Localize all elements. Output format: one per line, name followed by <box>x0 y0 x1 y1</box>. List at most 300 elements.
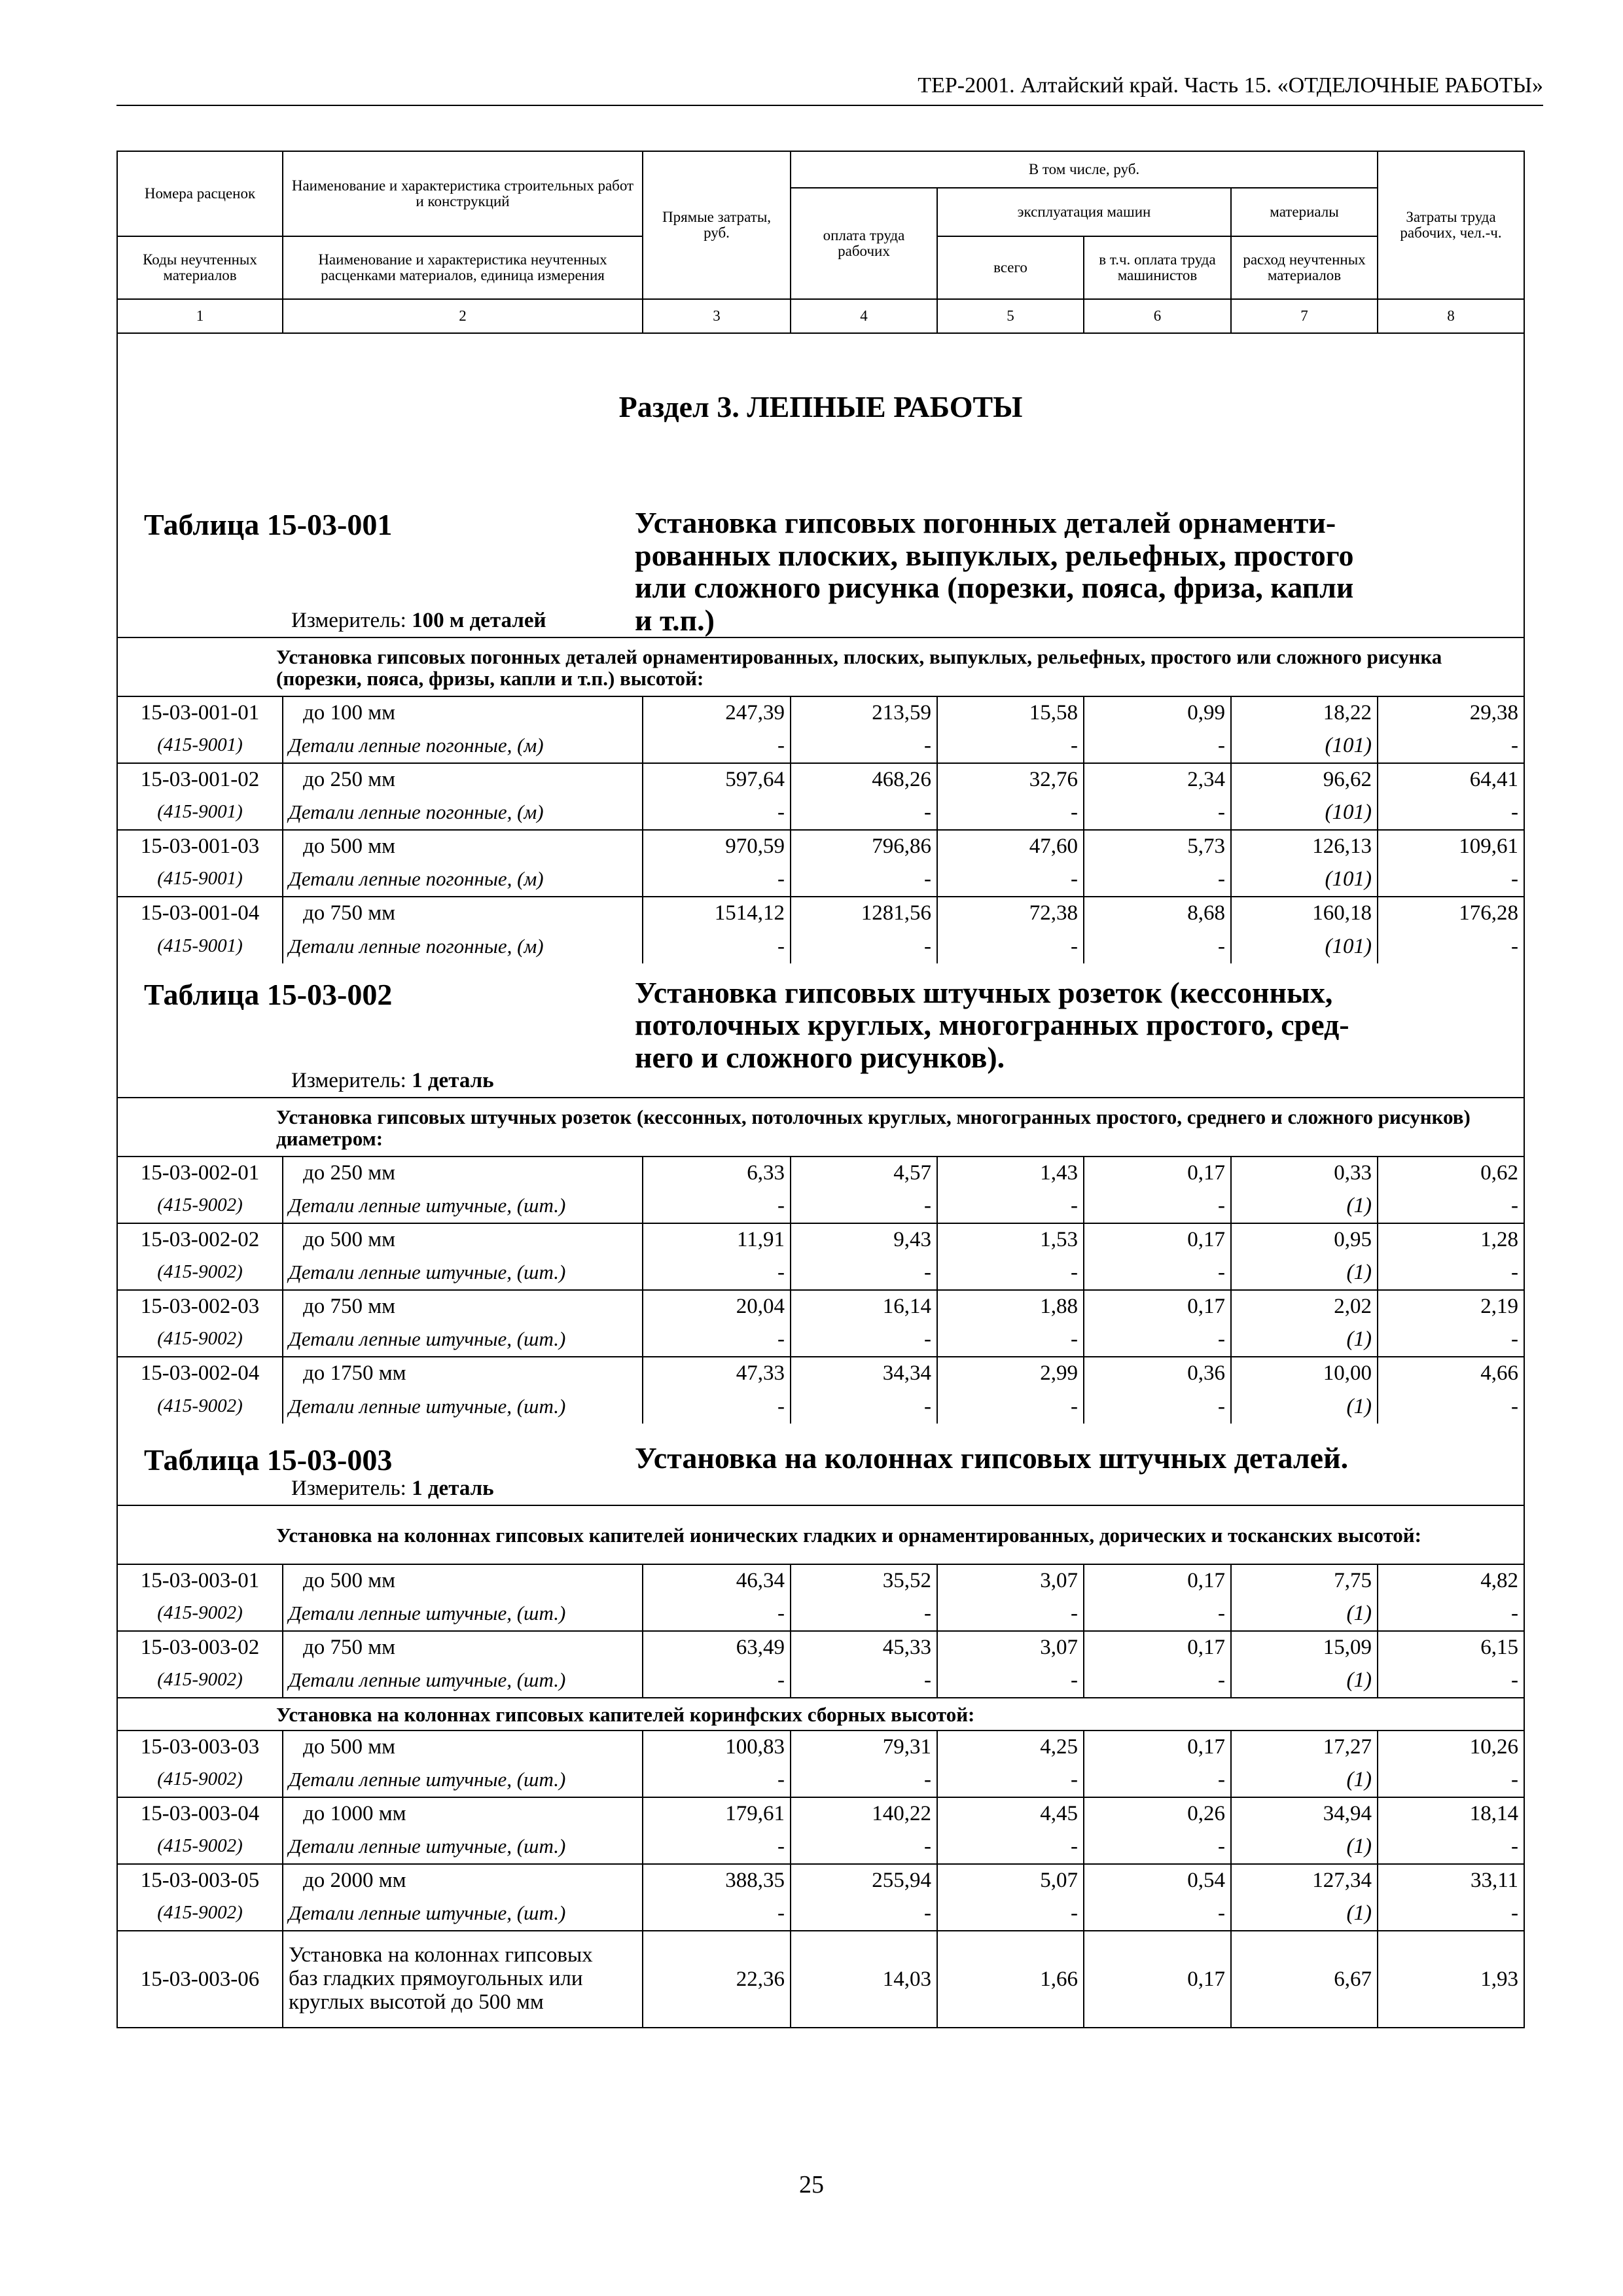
header-direct-costs: Прямые затраты, руб. <box>643 151 791 299</box>
rate-value: 46,34 <box>643 1564 791 1597</box>
material-value: - <box>937 1390 1084 1424</box>
material-name: Детали лепные штучные, (шт.) <box>283 1830 643 1864</box>
material-value: (1) <box>1231 1830 1378 1864</box>
rate-value: 468,26 <box>791 763 937 796</box>
measure-value: 1 деталь <box>412 1477 494 1501</box>
material-value: - <box>791 1597 937 1631</box>
rate-value: 255,94 <box>791 1864 937 1897</box>
table-title-line: него и сложного рисунков). <box>635 1041 1005 1075</box>
rate-name: до 250 мм <box>283 1157 643 1189</box>
material-name: Детали лепные штучные, (шт.) <box>283 1390 643 1424</box>
rate-value: 0,17 <box>1084 1564 1231 1597</box>
rate-value: 18,14 <box>1378 1797 1524 1830</box>
rate-value: 126,13 <box>1231 830 1378 863</box>
rate-name: до 1750 мм <box>283 1357 643 1390</box>
material-value: (1) <box>1231 1189 1378 1223</box>
material-code: (415-9002) <box>117 1830 283 1864</box>
table-measure <box>291 1069 494 1092</box>
material-value: - <box>1084 929 1231 963</box>
rate-value: 1281,56 <box>791 897 937 929</box>
rate-value: 388,35 <box>643 1864 791 1897</box>
rate-value: 18,22 <box>1231 696 1378 729</box>
measure-value: 1 деталь <box>412 1069 494 1093</box>
material-code: (415-9002) <box>117 1189 283 1223</box>
column-number: 4 <box>791 299 937 333</box>
rate-value: 140,22 <box>791 1797 937 1830</box>
rate-value: 0,62 <box>1378 1157 1524 1189</box>
rate-row <box>117 763 1524 796</box>
rate-name: до 500 мм <box>283 1223 643 1256</box>
header-material-names: Наименование и характеристика неучтенных расценками материалов, единица измерения <box>283 236 643 299</box>
material-value: - <box>791 1664 937 1698</box>
material-value: - <box>1378 1256 1524 1290</box>
rate-value: 1,88 <box>937 1290 1084 1323</box>
rate-value: 6,33 <box>643 1157 791 1189</box>
material-value: - <box>1378 1897 1524 1931</box>
material-row <box>117 729 1524 763</box>
rate-value: 16,14 <box>791 1290 937 1323</box>
rate-name: до 250 мм <box>283 763 643 796</box>
table-title-line: Установка гипсовых погонных деталей орнаменти- <box>635 506 1336 539</box>
rate-value: 63,49 <box>643 1631 791 1664</box>
material-value: - <box>1378 863 1524 897</box>
material-value: - <box>937 929 1084 963</box>
material-value: (1) <box>1231 1664 1378 1698</box>
material-name: Детали лепные штучные, (шт.) <box>283 1763 643 1797</box>
table-heading-block <box>118 977 1524 1074</box>
rate-row <box>117 1631 1524 1664</box>
material-value: - <box>1084 1763 1231 1797</box>
column-number: 5 <box>937 299 1084 333</box>
column-number: 2 <box>283 299 643 333</box>
material-name: Детали лепные штучные, (шт.) <box>283 1897 643 1931</box>
material-row <box>117 929 1524 963</box>
column-number: 3 <box>643 299 791 333</box>
material-value: - <box>643 1897 791 1931</box>
rate-row <box>117 1564 1524 1597</box>
rate-value: 10,26 <box>1378 1731 1524 1763</box>
material-value: (1) <box>1231 1256 1378 1290</box>
rate-code: 15-03-003-02 <box>117 1631 283 1664</box>
rate-code: 15-03-003-06 <box>117 1931 283 2028</box>
rate-value: 1514,12 <box>643 897 791 929</box>
material-value: - <box>937 1323 1084 1357</box>
material-code: (415-9002) <box>117 1256 283 1290</box>
rate-value: 7,75 <box>1231 1564 1378 1597</box>
rate-code: 15-03-002-04 <box>117 1357 283 1390</box>
header-including: В том числе, руб. <box>791 151 1378 188</box>
rate-value: 72,38 <box>937 897 1084 929</box>
material-value: - <box>1084 1897 1231 1931</box>
rate-value: 8,68 <box>1084 897 1231 929</box>
material-value: - <box>1378 1830 1524 1864</box>
rate-code: 15-03-003-01 <box>117 1564 283 1597</box>
material-value: - <box>1378 1664 1524 1698</box>
rate-code: 15-03-001-04 <box>117 897 283 929</box>
column-number: 6 <box>1084 299 1231 333</box>
rate-name: до 1000 мм <box>283 1797 643 1830</box>
rate-value: 179,61 <box>643 1797 791 1830</box>
rate-value: 0,36 <box>1084 1357 1231 1390</box>
table-title <box>635 1442 1407 1475</box>
table-name: Таблица 15-03-003 <box>144 1443 393 1477</box>
rate-value: 0,17 <box>1084 1731 1231 1763</box>
rate-name: до 100 мм <box>283 696 643 729</box>
material-code: (415-9001) <box>117 729 283 763</box>
rate-value: 17,27 <box>1231 1731 1378 1763</box>
rate-value: 160,18 <box>1231 897 1378 929</box>
rate-value: 32,76 <box>937 763 1084 796</box>
rate-code: 15-03-003-04 <box>117 1797 283 1830</box>
header-operator-pay: в т.ч. оплата труда машинистов <box>1084 236 1231 299</box>
rate-value: 176,28 <box>1378 897 1524 929</box>
rate-value: 29,38 <box>1378 696 1524 729</box>
rate-value: 4,25 <box>937 1731 1084 1763</box>
material-code: (415-9001) <box>117 863 283 897</box>
rate-value: 14,03 <box>791 1931 937 2028</box>
rate-value: 34,94 <box>1231 1797 1378 1830</box>
material-value: - <box>937 1189 1084 1223</box>
material-code: (415-9002) <box>117 1323 283 1357</box>
table-title-line: Установка гипсовых штучных розеток (кессонных, <box>635 975 1333 1009</box>
material-code: (415-9002) <box>117 1664 283 1698</box>
material-code: (415-9001) <box>117 796 283 830</box>
material-name: Детали лепные штучные, (шт.) <box>283 1256 643 1290</box>
table-measure <box>291 1477 494 1500</box>
rate-value: 47,60 <box>937 830 1084 863</box>
rate-value: 213,59 <box>791 696 937 729</box>
rate-name <box>283 1931 643 2028</box>
rate-row <box>117 1223 1524 1256</box>
material-value: - <box>1084 729 1231 763</box>
rate-value: 47,33 <box>643 1357 791 1390</box>
rate-value: 64,41 <box>1378 763 1524 796</box>
rate-name: до 2000 мм <box>283 1864 643 1897</box>
material-value: - <box>791 1390 937 1424</box>
material-value: - <box>643 1189 791 1223</box>
rate-row <box>117 1731 1524 1763</box>
rate-value: 4,82 <box>1378 1564 1524 1597</box>
material-value: - <box>643 1830 791 1864</box>
column-number: 7 <box>1231 299 1378 333</box>
material-value: (101) <box>1231 863 1378 897</box>
rate-value: 127,34 <box>1231 1864 1378 1897</box>
rate-row <box>117 1797 1524 1830</box>
material-value: - <box>791 1323 937 1357</box>
material-name: Детали лепные погонные, (м) <box>283 863 643 897</box>
measure-value: 100 м деталей <box>412 609 546 633</box>
material-value: (101) <box>1231 929 1378 963</box>
table-title-line: и т.п.) <box>635 603 715 637</box>
rate-code: 15-03-003-05 <box>117 1864 283 1897</box>
rate-value: 22,36 <box>643 1931 791 2028</box>
rate-value: 33,11 <box>1378 1864 1524 1897</box>
header-machine-total: всего <box>937 236 1084 299</box>
header-material-codes: Коды неучтенных материалов <box>117 236 283 299</box>
material-value: - <box>1378 796 1524 830</box>
rate-value: 100,83 <box>643 1731 791 1763</box>
rate-row <box>117 1157 1524 1189</box>
header-worker-pay: оплата труда рабочих <box>791 188 937 299</box>
material-value: (1) <box>1231 1323 1378 1357</box>
material-value: - <box>643 1763 791 1797</box>
rate-value: 109,61 <box>1378 830 1524 863</box>
rate-value: 2,34 <box>1084 763 1231 796</box>
rate-value: 2,19 <box>1378 1290 1524 1323</box>
rate-value: 1,66 <box>937 1931 1084 2028</box>
material-value: - <box>937 1256 1084 1290</box>
rate-value: 1,93 <box>1378 1931 1524 2028</box>
rate-value: 20,04 <box>643 1290 791 1323</box>
rate-row <box>117 830 1524 863</box>
material-value: - <box>1084 1597 1231 1631</box>
rate-row <box>117 1931 1524 2028</box>
rate-value: 6,15 <box>1378 1631 1524 1664</box>
column-number: 1 <box>117 299 283 333</box>
material-value: - <box>643 1390 791 1424</box>
rates-table <box>116 151 1525 2028</box>
material-value: - <box>937 1830 1084 1864</box>
material-value: - <box>937 729 1084 763</box>
material-value: - <box>791 1897 937 1931</box>
material-value: (1) <box>1231 1597 1378 1631</box>
material-value: - <box>1084 863 1231 897</box>
table-heading <box>117 1424 1524 1505</box>
material-name: Детали лепные штучные, (шт.) <box>283 1664 643 1698</box>
section-title: Раздел 3. ЛЕПНЫЕ РАБОТЫ <box>618 389 1023 423</box>
rate-value: 970,59 <box>643 830 791 863</box>
rate-value: 15,09 <box>1231 1631 1378 1664</box>
rate-name: до 750 мм <box>283 1631 643 1664</box>
material-value: - <box>643 929 791 963</box>
rate-value: 9,43 <box>791 1223 937 1256</box>
material-code: (415-9002) <box>117 1390 283 1424</box>
table-title-line: рованных плоских, выпуклых, рельефных, простого <box>635 538 1354 572</box>
rate-value: 2,02 <box>1231 1290 1378 1323</box>
table-heading <box>117 467 1524 637</box>
rate-row <box>117 897 1524 929</box>
material-name: Детали лепные штучные, (шт.) <box>283 1597 643 1631</box>
rate-value: 796,86 <box>791 830 937 863</box>
material-value: (101) <box>1231 729 1378 763</box>
table-name: Таблица 15-03-001 <box>144 508 393 541</box>
material-value: - <box>1084 1390 1231 1424</box>
material-value: - <box>1378 929 1524 963</box>
material-row <box>117 1390 1524 1424</box>
rate-name: до 750 мм <box>283 897 643 929</box>
measure-label: Измеритель: <box>291 609 406 633</box>
material-row <box>117 1830 1524 1864</box>
material-value: - <box>643 729 791 763</box>
rate-value: 0,17 <box>1084 1931 1231 2028</box>
material-row <box>117 796 1524 830</box>
material-code: (415-9002) <box>117 1597 283 1631</box>
rate-name: до 750 мм <box>283 1290 643 1323</box>
material-value: (101) <box>1231 796 1378 830</box>
table-title <box>635 977 1407 1074</box>
material-name: Детали лепные погонные, (м) <box>283 929 643 963</box>
material-value: - <box>1084 1256 1231 1290</box>
rate-value: 1,28 <box>1378 1223 1524 1256</box>
column-number: 8 <box>1378 299 1524 333</box>
rate-code: 15-03-002-02 <box>117 1223 283 1256</box>
rate-value: 5,07 <box>937 1864 1084 1897</box>
material-value: - <box>937 863 1084 897</box>
rate-row <box>117 1357 1524 1390</box>
rate-value: 0,99 <box>1084 696 1231 729</box>
header-material-usage: расход неучтенных материалов <box>1231 236 1378 299</box>
rate-value: 4,66 <box>1378 1357 1524 1390</box>
material-code: (415-9002) <box>117 1897 283 1931</box>
table-measure <box>291 609 546 632</box>
rate-value: 5,73 <box>1084 830 1231 863</box>
material-value: - <box>937 796 1084 830</box>
rate-value: 10,00 <box>1231 1357 1378 1390</box>
material-value: - <box>643 1664 791 1698</box>
table-title-line: потолочных круглых, многогранных простого, сред- <box>635 1008 1349 1042</box>
material-value: - <box>791 1763 937 1797</box>
material-value: - <box>643 1323 791 1357</box>
measure-label: Измеритель: <box>291 1477 406 1501</box>
material-row <box>117 1763 1524 1797</box>
header-rule <box>116 105 1543 106</box>
material-value: - <box>643 1256 791 1290</box>
rate-value: 79,31 <box>791 1731 937 1763</box>
group-description: Установка гипсовых погонных деталей орнаментированных, плоских, выпуклых, рельефных, простого или сложного рисунка (порезки, пояса, фризы, капли и т.п.) высотой: <box>117 637 1524 696</box>
material-value: - <box>937 1897 1084 1931</box>
rate-value: 34,34 <box>791 1357 937 1390</box>
rate-value: 2,99 <box>937 1357 1084 1390</box>
rate-value: 6,67 <box>1231 1931 1378 2028</box>
rate-row <box>117 1290 1524 1323</box>
table-title-line: Установка на колоннах гипсовых штучных деталей. <box>635 1441 1349 1475</box>
rate-row <box>117 1864 1524 1897</box>
material-row <box>117 1897 1524 1931</box>
material-value: - <box>791 796 937 830</box>
rate-value: 0,95 <box>1231 1223 1378 1256</box>
material-row <box>117 1256 1524 1290</box>
material-value: - <box>791 863 937 897</box>
material-value: - <box>791 729 937 763</box>
material-value: - <box>643 863 791 897</box>
table-name: Таблица 15-03-002 <box>144 977 393 1011</box>
rate-row <box>117 696 1524 729</box>
material-value: - <box>1084 1323 1231 1357</box>
table-heading-block <box>118 1442 1524 1478</box>
rate-value: 0,17 <box>1084 1157 1231 1189</box>
measure-label: Измеритель: <box>291 1069 406 1093</box>
table-title-line: или сложного рисунка (порезки, пояса, фриза, капли <box>635 571 1354 605</box>
material-value: (1) <box>1231 1390 1378 1424</box>
rate-value: 0,33 <box>1231 1157 1378 1189</box>
rate-code: 15-03-001-03 <box>117 830 283 863</box>
material-value: - <box>1084 1189 1231 1223</box>
rate-value: 1,43 <box>937 1157 1084 1189</box>
rate-value: 0,26 <box>1084 1797 1231 1830</box>
rate-name-line: Установка на колоннах гипсовых <box>289 1943 593 1967</box>
material-value: - <box>1378 1390 1524 1424</box>
material-value: (1) <box>1231 1763 1378 1797</box>
material-row <box>117 1189 1524 1223</box>
rate-value: 0,17 <box>1084 1290 1231 1323</box>
rate-value: 597,64 <box>643 763 791 796</box>
rate-value: 11,91 <box>643 1223 791 1256</box>
section-cell <box>117 333 1524 467</box>
rate-value: 3,07 <box>937 1564 1084 1597</box>
rate-name-line: баз гладких прямоугольных или <box>289 1966 583 1990</box>
material-value: - <box>643 796 791 830</box>
material-value: - <box>937 1763 1084 1797</box>
rate-value: 45,33 <box>791 1631 937 1664</box>
page-title: ТЕР-2001. Алтайский край. Часть 15. «ОТДЕЛОЧНЫЕ РАБОТЫ» <box>918 73 1543 98</box>
rate-name: до 500 мм <box>283 1564 643 1597</box>
material-value: - <box>1084 1830 1231 1864</box>
material-value: (1) <box>1231 1897 1378 1931</box>
rate-code: 15-03-002-01 <box>117 1157 283 1189</box>
material-value: - <box>1378 1597 1524 1631</box>
material-row <box>117 1597 1524 1631</box>
material-value: - <box>1378 1189 1524 1223</box>
material-row <box>117 863 1524 897</box>
rate-name: до 500 мм <box>283 1731 643 1763</box>
material-code: (415-9001) <box>117 929 283 963</box>
group-description: Установка гипсовых штучных розеток (кессонных, потолочных круглых, многогранных простого, среднего и сложного рисунков) диаметром: <box>117 1098 1524 1157</box>
material-value: - <box>791 1830 937 1864</box>
material-name: Детали лепные погонные, (м) <box>283 729 643 763</box>
rate-value: 3,07 <box>937 1631 1084 1664</box>
material-row <box>117 1323 1524 1357</box>
table-heading <box>117 963 1524 1098</box>
rate-name-line: круглых высотой до 500 мм <box>289 1990 544 2014</box>
material-name: Детали лепные штучные, (шт.) <box>283 1189 643 1223</box>
rate-value: 0,17 <box>1084 1631 1231 1664</box>
group-description: Установка на колоннах гипсовых капителей ионических гладких и орнаментированных, дорических и тосканских высотой: <box>117 1505 1524 1564</box>
rate-code: 15-03-001-01 <box>117 696 283 729</box>
material-value: - <box>1084 1664 1231 1698</box>
rate-value: 4,57 <box>791 1157 937 1189</box>
rate-value: 4,45 <box>937 1797 1084 1830</box>
rate-name: до 500 мм <box>283 830 643 863</box>
rate-value: 1,53 <box>937 1223 1084 1256</box>
rate-value: 0,54 <box>1084 1864 1231 1897</box>
material-row <box>117 1664 1524 1698</box>
material-value: - <box>1378 1763 1524 1797</box>
header-materials: материалы <box>1231 188 1378 236</box>
rate-value: 96,62 <box>1231 763 1378 796</box>
material-value: - <box>1378 1323 1524 1357</box>
header-labor-hours: Затраты труда рабочих, чел.-ч. <box>1378 151 1524 299</box>
group-description: Установка на колоннах гипсовых капителей коринфских сборных высотой: <box>117 1698 1524 1731</box>
material-value: - <box>791 929 937 963</box>
material-value: - <box>643 1597 791 1631</box>
material-value: - <box>791 1256 937 1290</box>
rate-value: 0,17 <box>1084 1223 1231 1256</box>
rate-value: 247,39 <box>643 696 791 729</box>
rate-value: 15,58 <box>937 696 1084 729</box>
material-value: - <box>791 1189 937 1223</box>
rate-code: 15-03-002-03 <box>117 1290 283 1323</box>
header-work-name: Наименование и характеристика строительных работ и конструкций <box>283 151 643 236</box>
material-value: - <box>1084 796 1231 830</box>
material-value: - <box>937 1597 1084 1631</box>
material-value: - <box>937 1664 1084 1698</box>
material-value: - <box>1378 729 1524 763</box>
rate-value: 35,52 <box>791 1564 937 1597</box>
header-machine-operation: эксплуатация машин <box>937 188 1231 236</box>
material-name: Детали лепные штучные, (шт.) <box>283 1323 643 1357</box>
rate-code: 15-03-001-02 <box>117 763 283 796</box>
rate-code: 15-03-003-03 <box>117 1731 283 1763</box>
